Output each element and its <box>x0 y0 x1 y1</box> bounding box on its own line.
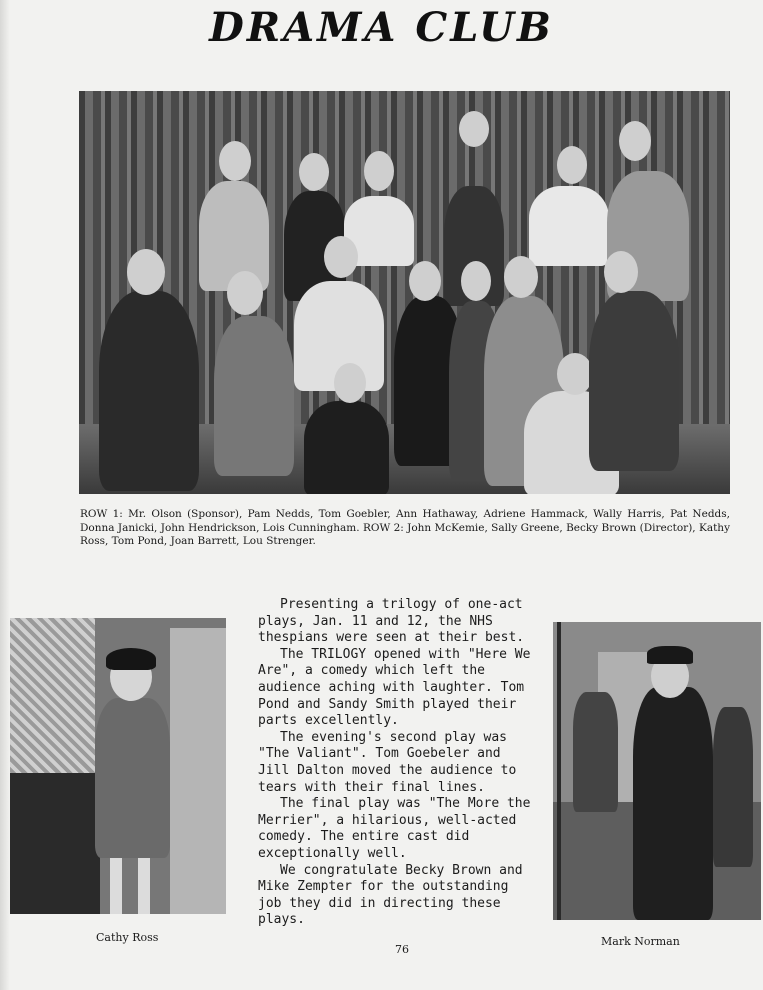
person-figure <box>633 687 713 920</box>
person-figure <box>214 316 294 476</box>
curtain-pattern <box>10 618 95 778</box>
person-figure <box>95 698 170 858</box>
person-head <box>504 256 538 298</box>
article-paragraph: Presenting a trilogy of one-act plays, Jan. 11 and 12, the NHS thespians were seen at their best. <box>258 597 525 646</box>
person-leg <box>110 858 122 914</box>
person-head <box>227 271 263 315</box>
person-head <box>604 251 638 293</box>
person-figure <box>589 291 679 471</box>
person-head <box>364 151 394 191</box>
person-head <box>219 141 251 181</box>
page-number: 76 <box>395 943 409 956</box>
person-head <box>409 261 441 301</box>
person-figure <box>99 291 199 491</box>
person-head <box>324 236 358 278</box>
person-figure <box>304 401 389 494</box>
mark-norman-photo <box>553 622 761 920</box>
person-figure <box>573 692 618 812</box>
page-title: DRAMA CLUB <box>209 4 554 51</box>
person-head <box>299 153 329 191</box>
page-edge <box>0 0 10 990</box>
piano <box>10 773 100 914</box>
article-paragraph: The evening's second play was "The Valiant". Tom Goebeler and Jill Dalton moved the audience to tears with their final lines. <box>258 729 517 795</box>
group-photo-caption: ROW 1: Mr. Olson (Sponsor), Pam Nedds, Tom Goebler, Ann Hathaway, Adriene Hammack, Wally Harris, Pat Nedds, Donna Janicki, John Hendrickson, Lois Cunningham. ROW 2: John McKemie, Sally Greene, Becky Brown (Director), Kathy Ross, Tom Pond, Joan Barrett, Lou Strenger. <box>80 508 730 547</box>
mark-norman-caption: Mark Norman <box>601 935 680 948</box>
person-head <box>619 121 651 161</box>
person-hair <box>106 648 156 670</box>
article-text <box>258 597 538 929</box>
person-head <box>557 353 593 395</box>
article-paragraph: The TRILOGY opened with "Here We Are", a comedy which left the audience aching with laughter. Tom Pond and Sandy Smith played their parts excellently. <box>258 646 531 729</box>
person-head <box>557 146 587 184</box>
person-head <box>127 249 165 295</box>
light-stand <box>557 622 561 920</box>
person-head <box>459 111 489 147</box>
article-paragraph: The final play was "The More the Merrier", a hilarious, well-acted comedy. The entire cast did exceptionally well. <box>258 796 531 861</box>
person-hat <box>647 646 693 664</box>
person-head <box>334 363 366 403</box>
doorframe <box>170 628 226 914</box>
cathy-ross-caption: Cathy Ross <box>96 931 159 944</box>
person-leg <box>138 858 150 914</box>
person-figure <box>713 707 753 867</box>
person-figure <box>529 186 609 266</box>
group-photo <box>79 91 730 494</box>
cathy-ross-photo <box>10 618 226 914</box>
article-paragraph: We congratulate Becky Brown and Mike Zempter for the outstanding job they did in directing these plays. <box>258 862 523 928</box>
person-head <box>461 261 491 301</box>
